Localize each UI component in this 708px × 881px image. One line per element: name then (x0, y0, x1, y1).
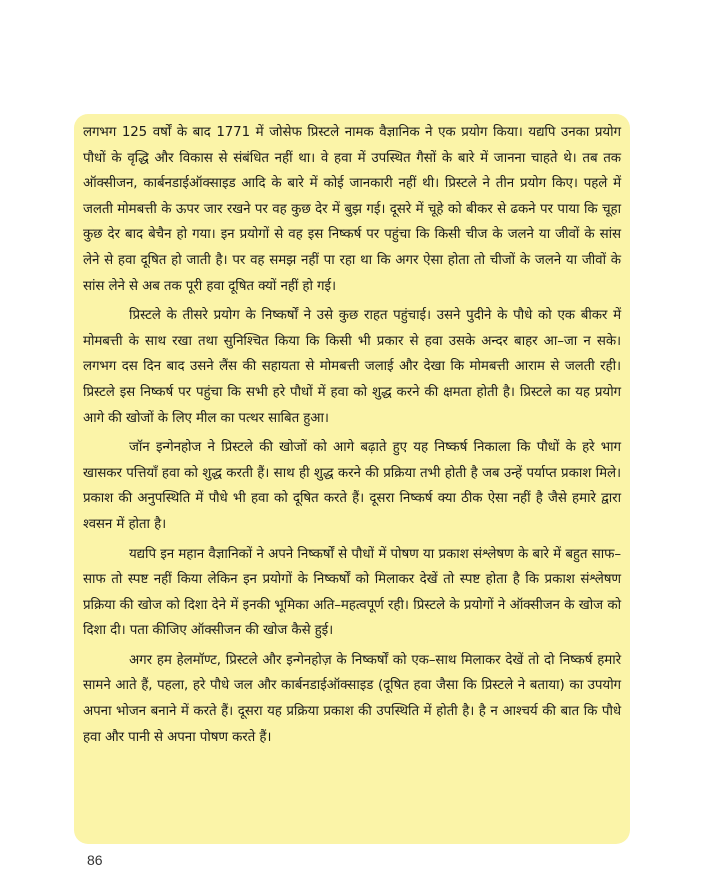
paragraph-ingenhousz: जॉन इन्गेनहोज ने प्रिस्टले की खोजों को आगे बढ़ाते हुए यह निष्कर्ष निकाला कि पौधों के हरे भाग खासकर पत्तियाँ हवा को शुद्ध करती हैं। साथ ही शुद्ध करने की प्रक्रिया तभी होती है जब उन्हें पर्याप्त प्रकाश मिले। प्रकाश की अनुपस्थिति में पौधे भी हवा को दूषित करते हैं। दूसरा निष्कर्ष क्या ठीक ऐसा नहीं है जैसे हमारे द्वारा श्वसन में होता है। (83, 440, 621, 532)
paragraph-mint-experiment: प्रिस्टले के तीसरे प्रयोग के निष्कर्षों ने उसे कुछ राहत पहुंचाई। उसने पुदीने के पौधे को एक बीकर में मोमबत्ती के साथ रखा तथा सुनिश्चित किया कि किसी भी प्रकार से हवा उसके अन्दर बाहर आ–जा न सके। लगभग दस दिन बाद उसने लैंस की सहायता से मोमबत्ती जलाई और देखा कि मोमबत्ती आराम से जलती रही। प्रिस्टले इस निष्कर्ष पर पहुंचा कि सभी हरे पौधों में हवा को शुद्ध करने की क्षमता होती है। प्रिस्टले का यह प्रयोग आगे की खोजों के लिए मील का पत्थर साबित हुआ। (83, 308, 621, 426)
page-number: 86 (87, 852, 103, 868)
paragraph-conclusions: अगर हम हेलमॉण्ट, प्रिस्टले और इन्गेनहोज़ के निष्कर्षों को एक–साथ मिलाकर देखें तो दो निष्कर्ष हमारे सामने आते हैं, पहला, हरे पौधे जल और कार्बनडाईऑक्साइड (दूषित हवा जैसा कि प्रिस्टले ने बताया) का उपयोग अपना भोजन बनाने में करते हैं। दूसरा यह प्रक्रिया प्रकाश की उपस्थिति में होती है। है न आश्चर्य की बात कि पौधे हवा और पानी से अपना पोषण करते हैं। (83, 652, 621, 745)
text-panel (74, 114, 630, 844)
paragraph-priestley-experiments: लगभग 125 वर्षों के बाद 1771 में जोसेफ प्रिस्टले नामक वैज्ञानिक ने एक प्रयोग किया। यद्यपि उनका प्रयोग पौधों के वृद्धि और विकास से संबंधित नहीं था। वे हवा में उपस्थित गैसों के बारे में जानना चाहते थे। तब तक ऑक्सीजन, कार्बनडाईऑक्साइड आदि के बारे में कोई जानकारी नहीं थी। प्रिस्टले ने तीन प्रयोग किए। पहले में जलती मोमबत्ती के ऊपर जार रखने पर वह कुछ देर में बुझ गई। दूसरे में चूहे को बीकर से ढकने पर पाया कि चूहा कुछ देर बाद बेचैन हो गया। इन प्रयोगों से वह इस निष्कर्ष पर पहुंचा कि किसी चीज के जलने या जीवों के सांस लेने से हवा दूषित हो जाती है। पर वह समझ नहीं पा रहा था कि अगर ऐसा होता तो चीजों के जलने या जीवों के सांस लेने से अब तक पूरी हवा दूषित क्यों नहीं हो गई। (83, 125, 621, 294)
paragraph-scientists-role: यद्यपि इन महान वैज्ञानिकों ने अपने निष्कर्षों से पौधों में पोषण या प्रकाश संश्लेषण के बारे में बहुत साफ–साफ तो स्पष्ट नहीं किया लेकिन इन प्रयोगों के निष्कर्षों को मिलाकर देखें तो स्पष्ट होता है कि प्रकाश संश्लेषण प्रक्रिया की खोज को दिशा देने में इनकी भूमिका अति–महत्वपूर्ण रही। प्रिस्टले के प्रयोगों ने ऑक्सीजन के खोज को दिशा दी। पता कीजिए ऑक्सीजन की खोज कैसे हुई। (83, 546, 621, 639)
